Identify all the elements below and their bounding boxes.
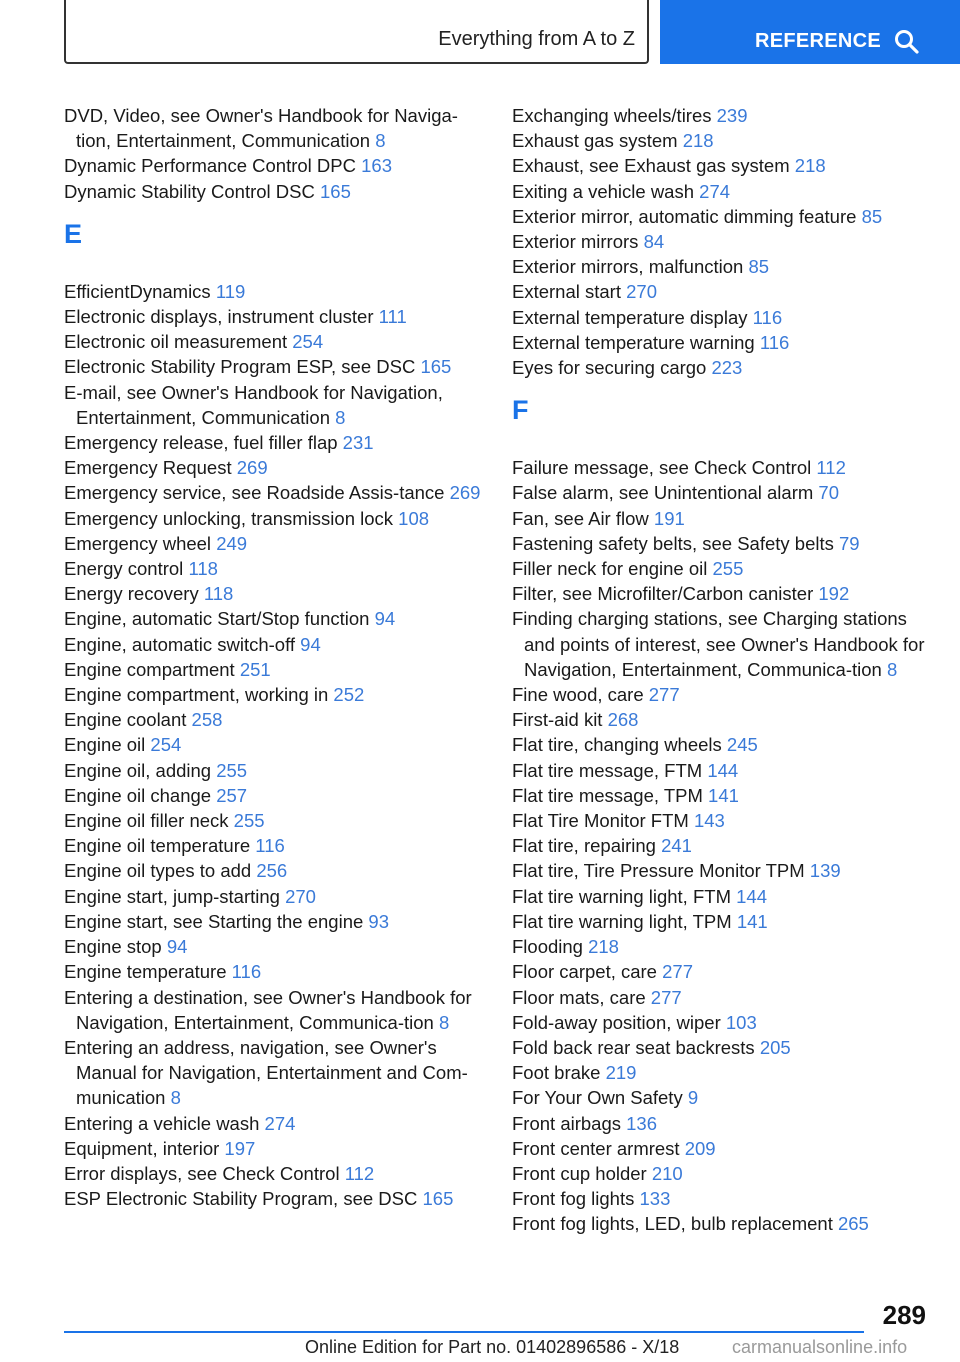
page-reference-link[interactable]: 205 xyxy=(759,1036,791,1058)
index-entry-text: Flat Tire Monitor FTM xyxy=(512,810,689,832)
index-entry xyxy=(64,153,484,178)
index-entry xyxy=(64,1035,484,1111)
page-reference-link[interactable]: 9 xyxy=(687,1087,699,1109)
page-reference-link[interactable]: 256 xyxy=(256,860,288,882)
index-entry-text: Exterior mirrors xyxy=(512,231,639,253)
page-reference-link[interactable]: 118 xyxy=(203,583,234,605)
page-reference-link[interactable]: 277 xyxy=(650,986,682,1008)
index-entry xyxy=(512,279,932,304)
page-reference-link[interactable]: 219 xyxy=(605,1062,637,1084)
page-reference-link[interactable]: 116 xyxy=(759,331,790,353)
index-entry xyxy=(512,1211,932,1236)
page-reference-link[interactable]: 254 xyxy=(292,331,324,353)
page-reference-link[interactable]: 223 xyxy=(711,357,743,379)
page-reference-link[interactable]: 116 xyxy=(231,961,262,983)
index-entry-text: Energy recovery xyxy=(64,583,199,605)
index-entry-text: Engine, automatic switch-off xyxy=(64,633,296,655)
page-reference-link[interactable]: 277 xyxy=(662,961,693,983)
index-entry-text: Emergency service, see Roadside Assis‐tance xyxy=(64,482,445,504)
page-reference-link[interactable]: 94 xyxy=(300,633,321,655)
index-entry-text: Electronic oil measurement xyxy=(64,331,288,353)
index-entry xyxy=(64,606,484,631)
index-entry xyxy=(64,985,484,1035)
index-entry-text: Engine temperature xyxy=(64,961,227,983)
index-entry-text: Emergency Request xyxy=(64,457,232,479)
index-entry xyxy=(64,179,484,204)
page-reference-link[interactable]: 258 xyxy=(191,709,223,731)
index-entry xyxy=(512,985,932,1010)
index-entry-text: Engine oil filler neck xyxy=(64,810,229,832)
index-entry xyxy=(64,506,484,531)
index-entry xyxy=(64,707,484,732)
page-reference-link[interactable]: 269 xyxy=(236,457,268,479)
index-entry-text: Error displays, see Check Control xyxy=(64,1162,340,1184)
page-reference-link[interactable]: 79 xyxy=(839,532,860,554)
page-reference-link[interactable]: 197 xyxy=(224,1137,256,1159)
index-entry xyxy=(64,1136,484,1161)
index-entry-text: For Your Own Safety xyxy=(512,1087,683,1109)
page-reference-link[interactable]: 103 xyxy=(725,1011,757,1033)
index-entry-text: Floor carpet, care xyxy=(512,961,657,983)
index-column-left xyxy=(64,103,484,1211)
index-entry-text: Flat tire, Tire Pressure Monitor TPM xyxy=(512,860,805,882)
page-reference-link[interactable]: 119 xyxy=(215,280,246,302)
index-entry-text: Eyes for securing cargo xyxy=(512,357,707,379)
index-entry-text: DVD, Video, see Owner's Handbook for Naviga‐tion, Entertainment, Communication xyxy=(64,105,458,152)
index-entry xyxy=(512,858,932,883)
index-entry-text: Emergency unlocking, transmission lock xyxy=(64,507,394,529)
page-reference-link[interactable]: 94 xyxy=(374,608,396,630)
index-entry xyxy=(512,229,932,254)
index-entry-text: Exiting a vehicle wash xyxy=(512,180,695,202)
index-entry xyxy=(512,179,932,204)
reference-tab-label: REFERENCE xyxy=(755,30,882,52)
index-entry xyxy=(512,833,932,858)
index-entry-text: Front center armrest xyxy=(512,1137,680,1159)
page-reference-link[interactable]: 165 xyxy=(422,1188,454,1210)
page-reference-link[interactable]: 218 xyxy=(794,155,826,177)
index-entry-text: Engine start, jump-starting xyxy=(64,885,280,907)
page-reference-link[interactable]: 94 xyxy=(166,936,188,958)
index-entry xyxy=(512,531,932,556)
index-entry xyxy=(512,506,932,531)
index-entry-text: External temperature warning xyxy=(512,331,755,353)
index-entry-text: Flat tire message, FTM xyxy=(512,759,703,781)
page-reference-link[interactable]: 257 xyxy=(216,784,248,806)
index-entry-text: External temperature display xyxy=(512,306,748,328)
index-entry xyxy=(64,732,484,757)
index-entry xyxy=(512,556,932,581)
index-entry xyxy=(512,758,932,783)
index-entry xyxy=(512,783,932,808)
page-reference-link[interactable]: 231 xyxy=(342,432,374,454)
index-entry-text: Engine stop xyxy=(64,936,162,958)
index-entry-text: Front fog lights, LED, bulb replacement xyxy=(512,1213,833,1235)
index-entry xyxy=(64,556,484,581)
index-entry-text: Floor mats, care xyxy=(512,986,646,1008)
page-reference-link[interactable]: 85 xyxy=(748,256,770,278)
index-entry xyxy=(64,858,484,883)
index-entry-text: Dynamic Stability Control DSC xyxy=(64,180,315,202)
index-entry xyxy=(64,279,484,304)
index-entry xyxy=(512,959,932,984)
page-reference-link[interactable]: 70 xyxy=(818,482,839,504)
index-entry xyxy=(512,128,932,153)
page-reference-link[interactable]: 191 xyxy=(653,507,685,529)
index-entry-text: Fan, see Air flow xyxy=(512,507,649,529)
index-entry xyxy=(64,581,484,606)
index-entry xyxy=(64,531,484,556)
page-reference-link[interactable]: 116 xyxy=(752,306,783,328)
index-entry-text: Front airbags xyxy=(512,1112,621,1134)
index-entry-text: Entering a vehicle wash xyxy=(64,1112,260,1134)
page-reference-link[interactable]: 118 xyxy=(188,558,218,580)
index-entry-text: Flat tire warning light, FTM xyxy=(512,885,731,907)
index-entry xyxy=(64,884,484,909)
index-entry xyxy=(64,632,484,657)
index-entry xyxy=(512,254,932,279)
page-reference-link[interactable]: 268 xyxy=(607,709,639,731)
index-entry xyxy=(512,1085,932,1110)
page-reference-link[interactable]: 255 xyxy=(216,759,248,781)
index-entry xyxy=(64,959,484,984)
index-entry xyxy=(512,355,932,380)
index-entry xyxy=(64,657,484,682)
index-entry-text: Electronic Stability Program ESP, see DSC xyxy=(64,356,416,378)
index-entry xyxy=(64,758,484,783)
page-reference-link[interactable]: 192 xyxy=(818,583,850,605)
page-reference-link[interactable]: 274 xyxy=(264,1112,296,1134)
index-entry xyxy=(512,153,932,178)
index-entry-text: Emergency release, fuel filler flap xyxy=(64,432,338,454)
page-reference-link[interactable]: 254 xyxy=(150,734,182,756)
page-reference-link[interactable]: 84 xyxy=(643,231,665,253)
index-entry xyxy=(512,732,932,757)
index-entry-text: Entering an address, navigation, see Owner's Manual for Navigation, Entertainment and Com‐munication xyxy=(64,1036,468,1109)
page-reference-link[interactable]: 143 xyxy=(693,810,725,832)
index-entry-text: Fine wood, care xyxy=(512,684,644,706)
index-entry xyxy=(512,305,932,330)
index-entry-text: Engine oil temperature xyxy=(64,835,251,857)
index-entry xyxy=(64,783,484,808)
page-reference-link[interactable]: 163 xyxy=(361,155,392,177)
page-reference-link[interactable]: 251 xyxy=(239,658,271,680)
page-reference-link[interactable]: 141 xyxy=(708,784,739,806)
index-entry xyxy=(512,204,932,229)
index-entry xyxy=(64,1161,484,1186)
index-entry xyxy=(512,1010,932,1035)
index-entry xyxy=(512,884,932,909)
page-reference-link[interactable]: 144 xyxy=(736,885,767,907)
page-number: 289 xyxy=(882,1300,926,1330)
index-entry-text: Front cup holder xyxy=(512,1162,647,1184)
header-section-box xyxy=(64,0,649,64)
index-entry-text: Exterior mirror, automatic dimming feature xyxy=(512,205,857,227)
index-entry xyxy=(64,380,484,430)
index-entry xyxy=(64,329,484,354)
index-entry xyxy=(64,304,484,329)
index-entry-text: Flat tire warning light, TPM xyxy=(512,910,732,932)
page-reference-link[interactable]: 269 xyxy=(449,482,481,504)
index-entry xyxy=(512,1136,932,1161)
index-entry-text: Front fog lights xyxy=(512,1188,635,1210)
index-entry-text: Fold-away position, wiper xyxy=(512,1011,721,1033)
page-reference-link[interactable]: 8 xyxy=(170,1087,181,1109)
index-entry xyxy=(512,1186,932,1211)
index-entry xyxy=(64,480,484,505)
page-reference-link[interactable]: 252 xyxy=(333,684,365,706)
index-entry xyxy=(64,833,484,858)
index-entry xyxy=(512,909,932,934)
index-entry xyxy=(512,455,932,480)
reference-tab[interactable] xyxy=(660,0,960,64)
page-reference-link[interactable]: 218 xyxy=(588,936,619,958)
index-entry xyxy=(512,480,932,505)
section-title: Everything from A to Z xyxy=(438,28,635,50)
index-entry xyxy=(512,606,932,682)
index-entry xyxy=(512,682,932,707)
index-entry-text: Engine, automatic Start/Stop function xyxy=(64,608,370,630)
page-reference-link[interactable]: 270 xyxy=(285,885,316,907)
index-entry-text: Energy control xyxy=(64,558,184,580)
page-reference-link[interactable]: 239 xyxy=(716,105,748,126)
index-entry-text: Engine coolant xyxy=(64,709,187,731)
index-entry-text: Fold back rear seat backrests xyxy=(512,1036,755,1058)
page-reference-link[interactable]: 255 xyxy=(712,558,744,580)
page-reference-link[interactable]: 112 xyxy=(816,457,846,479)
page-reference-link[interactable]: 141 xyxy=(736,910,768,932)
index-entry xyxy=(64,1186,484,1211)
page-reference-link[interactable]: 265 xyxy=(837,1213,869,1235)
page-reference-link[interactable]: 8 xyxy=(375,130,386,152)
index-entry-text: Equipment, interior xyxy=(64,1137,220,1159)
index-entry xyxy=(64,1111,484,1136)
index-entry-text: Engine compartment xyxy=(64,658,235,680)
section-letter: E xyxy=(64,218,83,249)
index-entry-text: E-mail, see Owner's Handbook for Navigation, Entertainment, Communication xyxy=(64,381,443,428)
index-entry-text: Exhaust, see Exhaust gas system xyxy=(512,155,790,177)
index-entry-text: Flat tire, changing wheels xyxy=(512,734,722,756)
page-reference-link[interactable]: 116 xyxy=(255,835,285,857)
index-entry-text: False alarm, see Unintentional alarm xyxy=(512,482,814,504)
page-reference-link[interactable]: 8 xyxy=(886,658,898,680)
footer-rule xyxy=(64,1331,864,1333)
page-reference-link[interactable]: 139 xyxy=(809,860,841,882)
index-entry xyxy=(512,1161,932,1186)
index-entry xyxy=(64,682,484,707)
page-reference-link[interactable]: 108 xyxy=(398,507,430,529)
page-reference-link[interactable]: 136 xyxy=(626,1112,658,1134)
index-entry xyxy=(64,909,484,934)
index-entry-text: Engine oil types to add xyxy=(64,860,252,882)
index-entry xyxy=(512,934,932,959)
page-reference-link[interactable]: 8 xyxy=(438,1011,450,1033)
index-entry-text: ESP Electronic Stability Program, see DSC xyxy=(64,1188,418,1210)
page-reference-link[interactable]: 209 xyxy=(684,1137,716,1159)
index-entry xyxy=(64,808,484,833)
index-entry-text: First-aid kit xyxy=(512,709,603,731)
index-entry xyxy=(64,455,484,480)
index-entry-text: Flooding xyxy=(512,936,583,958)
index-entry-text: Flat tire, repairing xyxy=(512,835,656,857)
index-entry-text: Entering a destination, see Owner's Handbook for Navigation, Entertainment, Communica‐tion xyxy=(64,986,472,1033)
index-entry-text: Flat tire message, TPM xyxy=(512,784,703,806)
index-entry-text: Engine oil change xyxy=(64,784,212,806)
search-icon[interactable] xyxy=(894,29,920,55)
index-entry xyxy=(512,1035,932,1060)
index-entry xyxy=(512,808,932,833)
index-entry-text: Engine oil, adding xyxy=(64,759,212,781)
page-reference-link[interactable]: 218 xyxy=(682,130,714,152)
index-entry-text: Emergency wheel xyxy=(64,532,212,554)
page-reference-link[interactable]: 85 xyxy=(861,205,883,227)
index-entry-text: Exhaust gas system xyxy=(512,130,678,152)
index-entry-text: Dynamic Performance Control DPC xyxy=(64,155,356,177)
index-entry xyxy=(512,330,932,355)
page-reference-link[interactable]: 93 xyxy=(368,910,389,932)
page-reference-link[interactable]: 8 xyxy=(335,406,346,428)
page-reference-link[interactable]: 241 xyxy=(661,835,692,857)
page-reference-link[interactable]: 144 xyxy=(707,759,739,781)
index-entry-text: Exterior mirrors, malfunction xyxy=(512,256,744,278)
index-entry-text: Foot brake xyxy=(512,1062,601,1084)
index-entry xyxy=(64,103,484,153)
index-entry-text: Electronic displays, instrument cluster xyxy=(64,306,374,328)
index-entry xyxy=(512,1060,932,1085)
index-entry-text: Failure message, see Check Control xyxy=(512,457,812,479)
edition-text: Online Edition for Part no. 01402896586 - X/18 xyxy=(305,1337,680,1357)
index-entry-text: Exchanging wheels/tires xyxy=(512,105,712,126)
index-entry xyxy=(64,430,484,455)
index-entry-text: External start xyxy=(512,281,621,303)
index-entry-text: Filler neck for engine oil xyxy=(512,558,708,580)
index-entry-text: Fastening safety belts, see Safety belts xyxy=(512,532,834,554)
index-column-right xyxy=(512,103,932,1237)
page-reference-link[interactable]: 249 xyxy=(216,532,248,554)
index-entry xyxy=(512,1111,932,1136)
page-reference-link[interactable]: 165 xyxy=(420,356,452,378)
index-entry-text: Finding charging stations, see Charging stations and points of interest, see Owner's Handbook for Navigation, Entertainment, Communica‐tion xyxy=(512,608,925,680)
page-reference-link[interactable]: 274 xyxy=(699,180,731,202)
page-reference-link[interactable]: 255 xyxy=(233,810,265,832)
page-reference-link[interactable]: 210 xyxy=(651,1162,683,1184)
page-reference-link[interactable]: 165 xyxy=(320,180,351,202)
page-reference-link[interactable]: 111 xyxy=(378,306,407,328)
section-letter: F xyxy=(512,395,529,426)
index-entry-text: EfficientDynamics xyxy=(64,280,211,302)
page-reference-link[interactable]: 277 xyxy=(648,684,680,706)
page-reference-link[interactable]: 270 xyxy=(626,281,658,303)
page-reference-link[interactable]: 112 xyxy=(344,1162,375,1184)
index-entry xyxy=(512,707,932,732)
index-entry-text: Engine start, see Starting the engine xyxy=(64,910,364,932)
index-entry xyxy=(64,934,484,959)
page-reference-link[interactable]: 245 xyxy=(726,734,758,756)
page-reference-link[interactable]: 133 xyxy=(639,1188,671,1210)
index-entry xyxy=(64,354,484,379)
index-entry-text: Engine compartment, working in xyxy=(64,684,329,706)
index-entry-text: Engine oil xyxy=(64,734,146,756)
watermark: carmanualsonline.info xyxy=(732,1337,908,1357)
index-entry xyxy=(512,103,932,128)
index-entry xyxy=(512,581,932,606)
index-entry-text: Filter, see Microfilter/Carbon canister xyxy=(512,583,814,605)
